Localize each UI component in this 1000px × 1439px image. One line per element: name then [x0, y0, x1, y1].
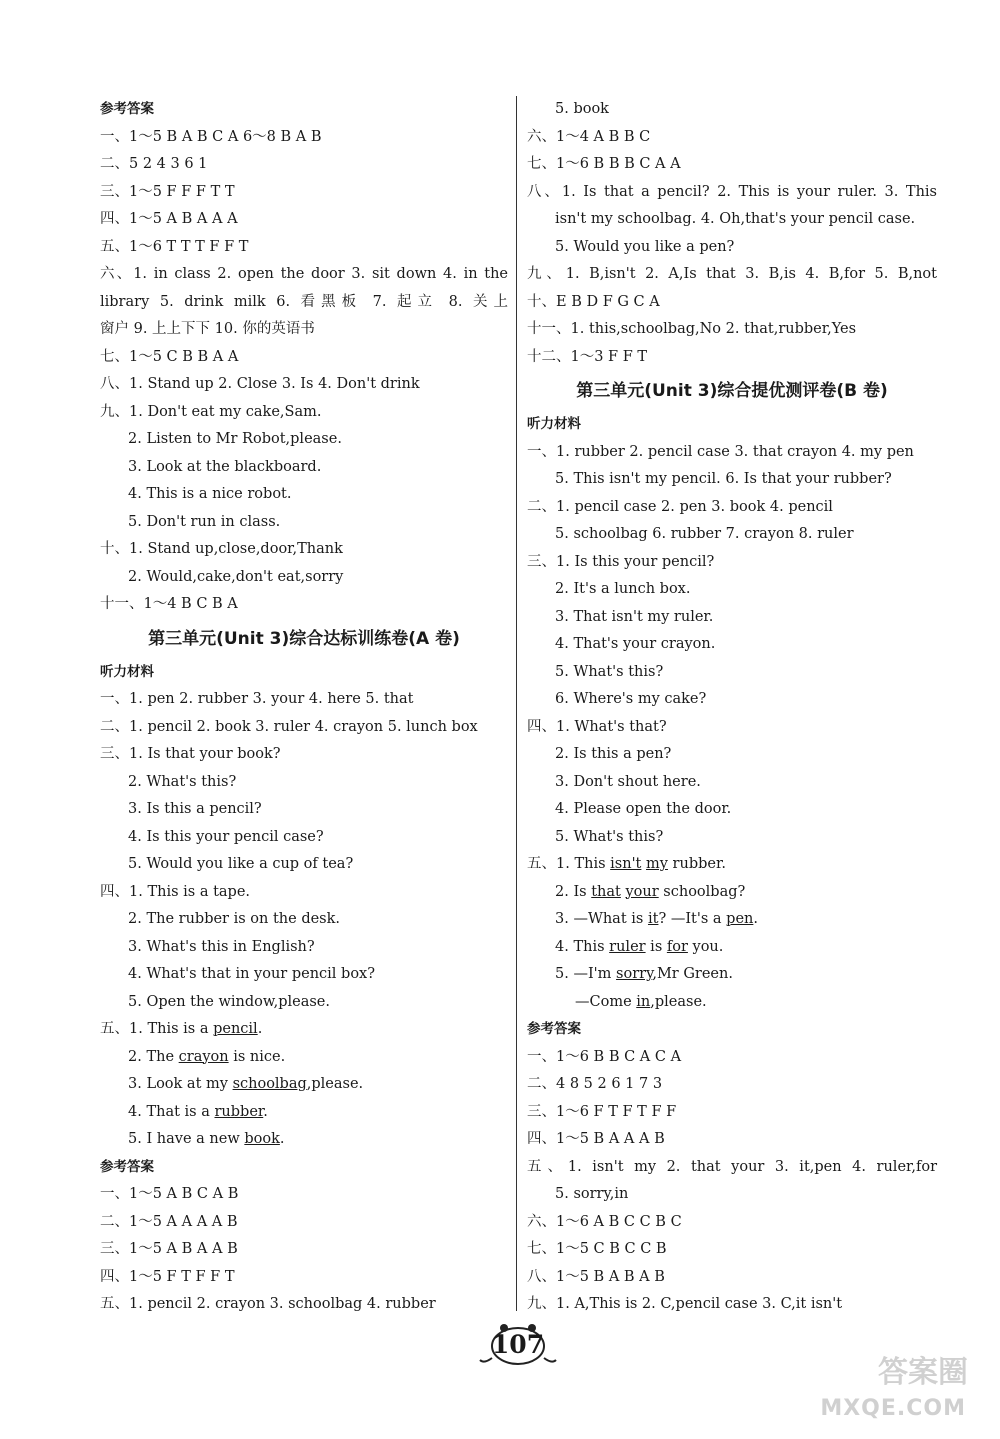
listening-line: 2. Is this a pen?	[555, 746, 672, 762]
answer-line: 八、1. Stand up 2. Close 3. Is 4. Don't drink	[100, 376, 420, 392]
listening-line: 5. —I'm sorry,Mr Green.	[555, 966, 733, 982]
answer-line: 六、1～6 A B C C B C	[527, 1213, 682, 1230]
watermark-site: MXQE.COM	[820, 1396, 966, 1421]
listening-line: 4. This ruler is for you.	[555, 938, 724, 955]
unit3a-title: 第三单元(Unit 3)综合达标训练卷(A 卷)	[148, 628, 460, 649]
answer-line: 5. book	[555, 101, 609, 117]
answer-line: isn't my schoolbag. 4. Oh,that's your pencil case.	[555, 211, 916, 227]
answer-line: 四、1～5 F T F F T	[100, 1268, 235, 1285]
listening-line: 5. Open the window,please.	[128, 993, 330, 1010]
listening-line: 5. schoolbag 6. rubber 7. crayon 8. ruler	[555, 526, 854, 542]
answer-line: 六、1. in class 2. open the door 3. sit down 4. in the	[100, 266, 508, 282]
answer-line: 十、1. Stand up,close,door,Thank	[100, 541, 343, 557]
answer-line: 九、1. B,isn't 2. A,Is that 3. B,is 4. B,for 5. B,not	[527, 266, 937, 282]
watermark-logo: 答案圈	[878, 1355, 968, 1390]
column-divider	[516, 96, 517, 1311]
answer-line: 二、4 8 5 2 6 1 7 3	[527, 1076, 663, 1092]
answer-line: 3. Look at the blackboard.	[128, 458, 322, 475]
answer-line: 八、1～5 B A B A B	[527, 1268, 665, 1285]
listening-line: 4. What's that in your pencil box?	[128, 966, 375, 982]
answer-line: 十一、1～4 B C B A	[100, 596, 238, 612]
listening-line: 5. This isn't my pencil. 6. Is that your rubber?	[555, 471, 892, 487]
listening-line: —Come in,please.	[575, 993, 707, 1010]
answer-line: 四、1～5 B A A A B	[527, 1131, 665, 1147]
right-column	[527, 96, 937, 1319]
answer-line: 2. Listen to Mr Robot,please.	[128, 431, 342, 447]
answer-line: 六、1～4 A B B C	[527, 128, 651, 145]
answer-line: 二、1～5 A A A A B	[100, 1213, 238, 1230]
answer-line: 三、1～6 F T F T F F	[527, 1103, 677, 1120]
listening-line: 一、1. pen 2. rubber 3. your 4. here 5. that	[100, 691, 414, 707]
unit3b-title: 第三单元(Unit 3)综合提优测评卷(B 卷)	[576, 381, 888, 401]
listening-line: 2. What's this?	[128, 773, 237, 790]
answer-line: 五、1. pencil 2. crayon 3. schoolbag 4. rubber	[100, 1296, 436, 1312]
answer-line: 5. Don't run in class.	[128, 513, 281, 530]
listening-line: 三、1. Is that your book?	[100, 746, 281, 762]
listening-header: 听力材料	[100, 663, 154, 680]
listening-line: 3. That isn't my ruler.	[555, 608, 714, 625]
answer-line: 九、1. Don't eat my cake,Sam.	[100, 403, 322, 420]
listening-line: 2. The crayon is nice.	[128, 1048, 286, 1065]
listening-line: 四、1. What's that?	[527, 718, 667, 735]
answers-header: 参考答案	[527, 1021, 581, 1037]
listening-line: 5. I have a new book.	[128, 1131, 285, 1147]
answer-line: 5. Would you like a pen?	[555, 238, 735, 255]
answer-line: 4. This is a nice robot.	[128, 486, 292, 502]
listening-line: 2. Is that your schoolbag?	[555, 883, 746, 900]
answer-line: 八、1. Is that a pencil? 2. This is your ruler. 3. This	[527, 183, 937, 200]
answer-line: 七、1～5 C B C C B	[527, 1241, 667, 1257]
answer-line: 十一、1. this,schoolbag,No 2. that,rubber,Yes	[527, 321, 857, 337]
answer-line: 九、1. A,This is 2. C,pencil case 3. C,it isn't	[527, 1296, 843, 1312]
answer-line: 一、1～5 A B C A B	[100, 1186, 239, 1202]
listening-line: 二、1. pencil case 2. pen 3. book 4. pencil	[527, 498, 833, 515]
listening-line: 四、1. This is a tape.	[100, 883, 251, 900]
answer-line: 五、1～6 T T T F F T	[100, 238, 249, 255]
listening-header: 听力材料	[527, 416, 581, 432]
answer-line: 七、1～6 B B B C A A	[527, 156, 681, 172]
answer-line: 三、1～5 F F F T T	[100, 183, 235, 200]
left-column	[100, 96, 508, 1319]
listening-line: 一、1. rubber 2. pencil case 3. that crayon 4. my pen	[527, 443, 914, 460]
answer-line: 5. sorry,in	[555, 1186, 629, 1202]
listening-line: 五、1. This isn't my rubber.	[527, 856, 726, 872]
answer-line: 一、1～6 B B C A C A	[527, 1048, 682, 1065]
page-number-text: 107	[491, 1330, 545, 1359]
listening-line: 5. What's this?	[555, 663, 664, 680]
listening-line: 3. Is this a pencil?	[128, 801, 262, 817]
answer-line: 2. Would,cake,don't eat,sorry	[128, 568, 344, 585]
listening-line: 4. That's your crayon.	[555, 636, 716, 652]
answer-line: 十二、1～3 F F T	[527, 348, 648, 365]
answer-line: 二、5 2 4 3 6 1	[100, 156, 208, 172]
listening-line: 三、1. Is this your pencil?	[527, 553, 715, 570]
answers-header: 参考答案	[100, 101, 154, 117]
listening-line: 4. That is a rubber.	[128, 1103, 268, 1120]
answer-line: 窗户 9. 上上下下 10. 你的英语书	[100, 321, 315, 337]
answer-line: 十、E B D F G C A	[527, 293, 660, 310]
answer-line: 七、1～5 C B B A A	[100, 348, 239, 365]
listening-line: 3. What's this in English?	[128, 938, 315, 955]
listening-line: 3. Don't shout here.	[555, 773, 701, 790]
answers-header: 参考答案	[100, 1158, 154, 1175]
listening-line: 2. The rubber is on the desk.	[128, 911, 341, 927]
listening-line: 4. Is this your pencil case?	[128, 828, 324, 845]
listening-line: 3. Look at my schoolbag,please.	[128, 1076, 364, 1092]
listening-line: 2. It's a lunch box.	[555, 581, 691, 597]
answer-line: 四、1～5 A B A A A	[100, 211, 238, 227]
listening-line: 5. Would you like a cup of tea?	[128, 856, 354, 872]
listening-line: 二、1. pencil 2. book 3. ruler 4. crayon 5. lunch box	[100, 718, 478, 735]
answer-line: library 5. drink milk 6. 看黑板 7. 起立 8. 关上	[100, 293, 508, 310]
listening-line: 4. Please open the door.	[555, 801, 732, 817]
answer-line: 五、1. isn't my 2. that your 3. it,pen 4. ruler,for	[527, 1158, 937, 1175]
answer-line: 三、1～5 A B A A B	[100, 1241, 238, 1257]
watermark	[820, 1351, 986, 1431]
listening-line: 5. What's this?	[555, 828, 664, 845]
answer-line: 一、1～5 B A B C A 6～8 B A B	[100, 128, 322, 145]
listening-line: 五、1. This is a pencil.	[100, 1021, 263, 1037]
listening-line: 3. —What is it? —It's a pen.	[555, 911, 758, 927]
listening-line: 6. Where's my cake?	[555, 691, 707, 707]
page-number	[478, 1322, 558, 1368]
